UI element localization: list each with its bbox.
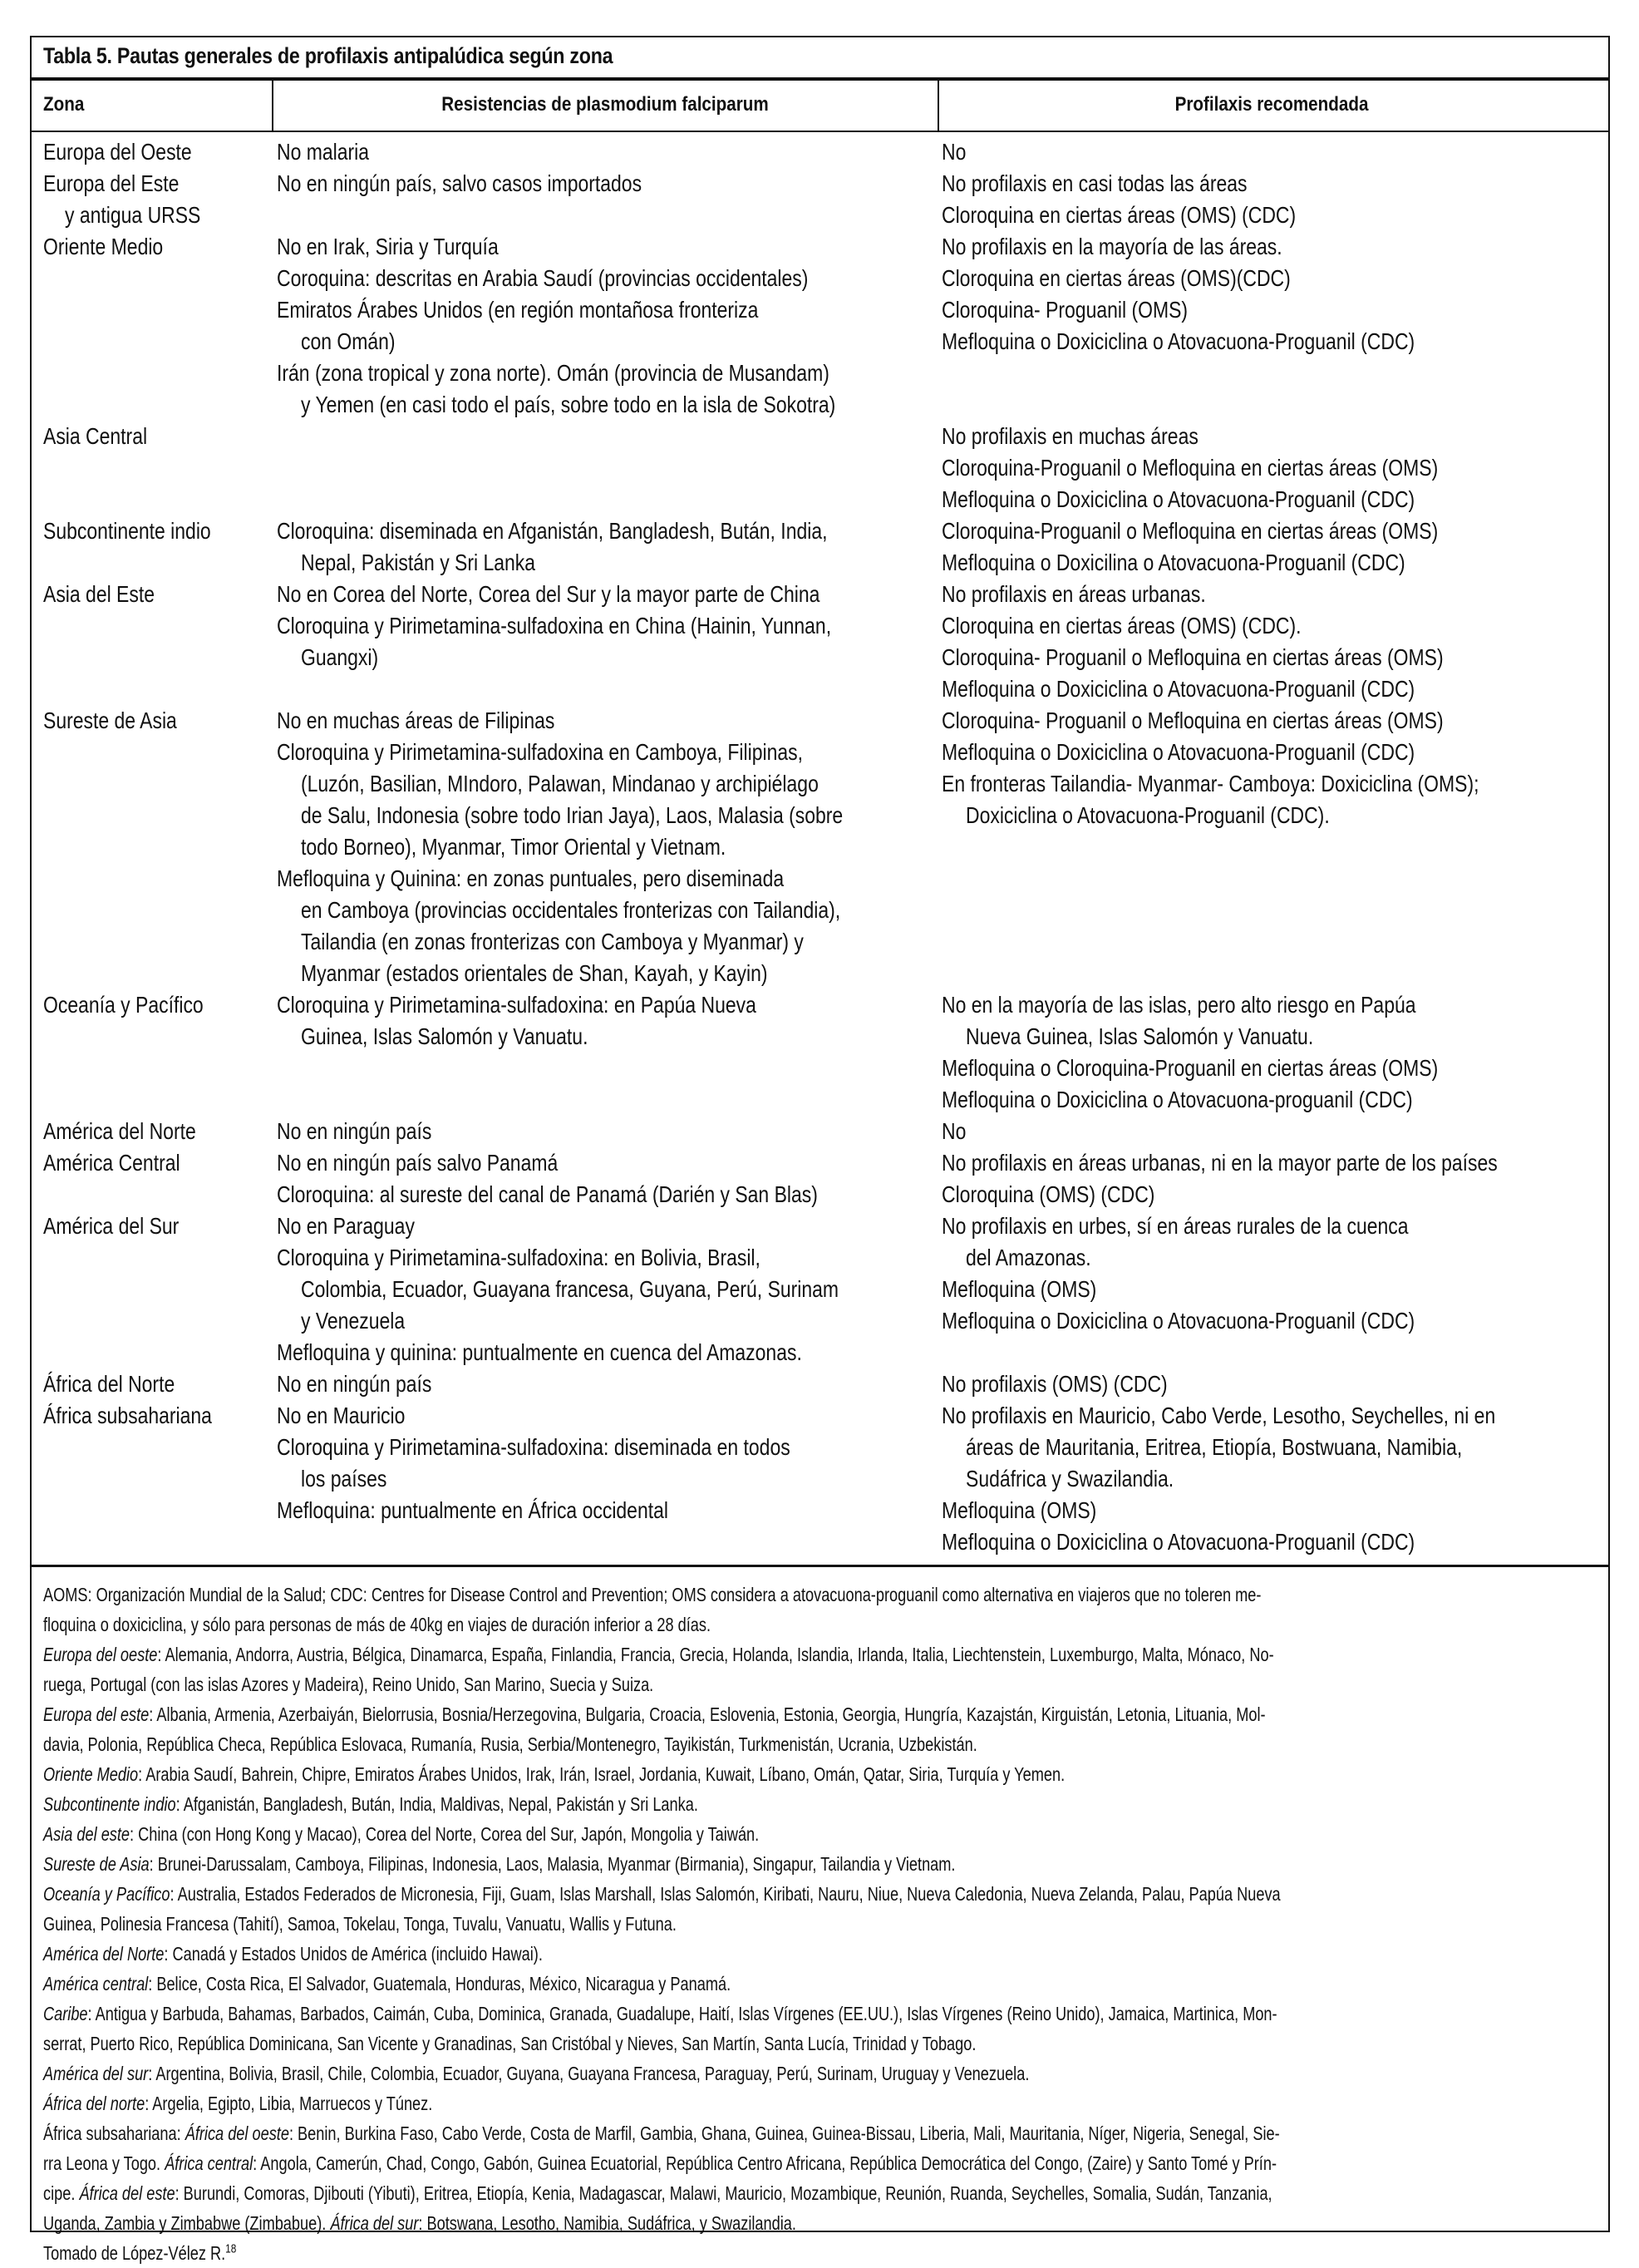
resistencias-cell: los países: [301, 1466, 387, 1491]
column-divider-2: [938, 81, 939, 131]
footnote-text: floquina o doxiciclina, y sólo para personas de más de 40kg en viajes de duración inferior a 28 días.: [43, 1614, 711, 1635]
footnote-text: AOMS: Organización Mundial de la Salud; CDC: Centres for Disease Control and Prevention; OMS considera a atovacuona-proguanil como alternativa en viajeros que no toleren me-: [43, 1584, 1262, 1605]
profilaxis-cell: No profilaxis (OMS) (CDC): [942, 1371, 1168, 1397]
footnote-text: Guinea, Polinesia Francesa (Tahití), Samoa, Tokelau, Tonga, Tuvalu, Vanuatu, Wallis y Futuna.: [43, 1913, 677, 1935]
resistencias-cell: No en Corea del Norte, Corea del Sur y la mayor parte de China: [277, 581, 820, 607]
footnote-line: [43, 1580, 1271, 1610]
resistencias-cell: Cloroquina y Pirimetamina-sulfadoxina en Camboya, Filipinas,: [277, 739, 803, 765]
reference-number: 18: [225, 2241, 237, 2256]
profilaxis-cell: Mefloquina o Cloroquina-Proguanil en ciertas áreas (OMS): [942, 1055, 1439, 1081]
region-name: Subcontinente indio: [43, 1793, 176, 1815]
title-rule: [32, 77, 1608, 81]
resistencias-cell: No en muchas áreas de Filipinas: [277, 708, 555, 733]
footnote-line: [43, 1819, 1271, 1849]
zona-cell: Oceanía y Pacífico: [43, 992, 204, 1018]
region-name: Oriente Medio: [43, 1763, 139, 1785]
profilaxis-cell: Mefloquina o Doxiciclina o Atovacuona-Proguanil (CDC): [942, 676, 1415, 702]
profilaxis-cell: áreas de Mauritania, Eritrea, Etiopía, Bostwuana, Namibia,: [966, 1434, 1463, 1460]
region-name: América del sur: [43, 2063, 149, 2084]
resistencias-cell: en Camboya (provincias occidentales fronterizas con Tailandia),: [301, 897, 841, 923]
resistencias-cell: No en Irak, Siria y Turquía: [277, 234, 499, 259]
footnote-line: [43, 2208, 1271, 2238]
footnote-text: serrat, Puerto Rico, República Dominicana, San Vicente y Granadinas, San Cristóbal y Nieves, San Martín, Santa Lucía, Trinidad y Tobago.: [43, 2033, 977, 2054]
zona-cell: África del Norte: [43, 1371, 175, 1397]
footnote-line: [43, 2088, 1271, 2118]
column-divider-1: [272, 81, 273, 131]
zona-cell: Europa del Oeste: [43, 139, 192, 165]
profilaxis-cell: En fronteras Tailandia- Myanmar- Camboya: Doxiciclina (OMS);: [942, 771, 1479, 796]
footnote-line: [43, 1879, 1281, 1909]
profilaxis-cell: Mefloquina o Doxiciclina o Atovacuona-proguanil (CDC): [942, 1087, 1413, 1112]
footnote-line: [43, 1669, 1271, 1699]
footnote-line: [43, 1699, 1271, 1729]
header-resistencias: Resistencias de plasmodium falciparum: [441, 93, 769, 116]
footnote-text: África subsahariana:: [43, 2123, 185, 2144]
footnote-line: [43, 2238, 1271, 2268]
footnote-line: [43, 2118, 1280, 2148]
resistencias-cell: Mefloquina: puntualmente en África occidental: [277, 1497, 668, 1523]
resistencias-cell: No en ningún país: [277, 1371, 432, 1397]
region-name: América del Norte: [43, 1943, 165, 1965]
resistencias-cell: Emiratos Árabes Unidos (en región montañosa fronteriza: [277, 297, 759, 323]
resistencias-cell: Cloroquina y Pirimetamina-sulfadoxina en China (Hainin, Yunnan,: [277, 613, 832, 638]
footnote-text: : Benin, Burkina Faso, Cabo Verde, Costa de Marfil, Gambia, Ghana, Guinea, Guinea-Bissau, Liberia, Mali, Mauritania, Níger, Nigeria, Senegal, Sie-: [288, 2123, 1280, 2144]
region-name: Oceanía y Pacífico: [43, 1883, 170, 1905]
footnote-text: : Afganistán, Bangladesh, Bután, India, Maldivas, Nepal, Pakistán y Sri Lanka.: [175, 1793, 698, 1815]
profilaxis-cell: No: [942, 139, 967, 165]
resistencias-cell: No malaria: [277, 139, 370, 165]
header-profilaxis: Profilaxis recomendada: [1174, 93, 1369, 116]
region-name: África del este: [79, 2182, 175, 2204]
footnote-text: davia, Polonia, República Checa, República Eslovaca, Rumanía, Rusia, Serbia/Montenegro, Tayikistán, Turkmenistán, Ucrania, Uzbekistán.: [43, 1733, 977, 1755]
region-name: Sureste de Asia: [43, 1853, 150, 1875]
resistencias-cell: Cloroquina y Pirimetamina-sulfadoxina: diseminada en todos: [277, 1434, 790, 1460]
footnote-line: [43, 2058, 1271, 2088]
zona-cell: Oriente Medio: [43, 234, 164, 259]
profilaxis-cell: No profilaxis en áreas urbanas.: [942, 581, 1206, 607]
footnote-line: [43, 1909, 1271, 1939]
profilaxis-cell: No en la mayoría de las islas, pero alto riesgo en Papúa: [942, 992, 1416, 1018]
footnote-text: : Burundi, Comoras, Djibouti (Yibuti), Eritrea, Etiopía, Kenia, Madagascar, Malawi, Mauricio, Mozambique, Reunión, Ruanda, Seychelles, Somalia, Sudán, Tanzania,: [175, 2182, 1272, 2204]
resistencias-cell: Cloroquina: al sureste del canal de Panamá (Darién y San Blas): [277, 1181, 818, 1207]
profilaxis-cell: No profilaxis en la mayoría de las áreas.: [942, 234, 1282, 259]
resistencias-cell: y Yemen (en casi todo el país, sobre todo en la isla de Sokotra): [301, 392, 836, 417]
profilaxis-cell: No: [942, 1118, 967, 1144]
profilaxis-cell: Mefloquina o Doxiciclina o Atovacuona-Proguanil (CDC): [942, 1529, 1415, 1555]
resistencias-cell: Cloroquina y Pirimetamina-sulfadoxina: en Papúa Nueva: [277, 992, 756, 1018]
profilaxis-cell: Sudáfrica y Swazilandia.: [966, 1466, 1174, 1491]
header-zona: Zona: [43, 93, 85, 116]
header-rule: [32, 131, 1608, 132]
profilaxis-cell: No profilaxis en áreas urbanas, ni en la mayor parte de los países: [942, 1150, 1498, 1176]
footnote-line: [43, 2178, 1271, 2208]
footnote-text: : Belice, Costa Rica, El Salvador, Guatemala, Honduras, México, Nicaragua y Panamá.: [148, 1973, 731, 1994]
region-name: Europa del oeste: [43, 1644, 158, 1665]
profilaxis-cell: Cloroquina-Proguanil o Mefloquina en ciertas áreas (OMS): [942, 455, 1439, 481]
region-name: África del norte: [43, 2093, 145, 2114]
footnote-text: : Botswana, Lesotho, Namibia, Sudáfrica, y Swazilandia.: [418, 2212, 796, 2234]
zona-cell: América Central: [43, 1150, 180, 1176]
resistencias-cell: con Omán): [301, 328, 396, 354]
resistencias-cell: Mefloquina y quinina: puntualmente en cuenca del Amazonas.: [277, 1339, 802, 1365]
region-name: Caribe: [43, 2003, 88, 2024]
profilaxis-cell: Cloroquina en ciertas áreas (OMS) (CDC).: [942, 613, 1302, 638]
zona-cell: Europa del Este: [43, 170, 180, 196]
resistencias-cell: No en ningún país: [277, 1118, 432, 1144]
region-name: Europa del este: [43, 1703, 150, 1725]
resistencias-cell: Cloroquina y Pirimetamina-sulfadoxina: en Bolivia, Brasil,: [277, 1245, 760, 1270]
profilaxis-cell: Cloroquina en ciertas áreas (OMS) (CDC): [942, 202, 1297, 228]
profilaxis-cell: Cloroquina- Proguanil o Mefloquina en ciertas áreas (OMS): [942, 708, 1444, 733]
table-footnotes: [43, 1580, 1597, 2268]
profilaxis-cell: No profilaxis en urbes, sí en áreas rurales de la cuenca: [942, 1213, 1409, 1239]
region-name: África del oeste: [185, 2123, 289, 2144]
resistencias-cell: Guinea, Islas Salomón y Vanuatu.: [301, 1023, 588, 1049]
zona-cell: África subsahariana: [43, 1403, 212, 1428]
region-name: África central: [165, 2152, 253, 2174]
resistencias-cell: Coroquina: descritas en Arabia Saudí (provincias occidentales): [277, 265, 809, 291]
footnote-text: rra Leona y Togo.: [43, 2152, 165, 2174]
footnote-line: [43, 1969, 1271, 1999]
zona-cell: Asia del Este: [43, 581, 155, 607]
footnote-text: : Albania, Armenia, Azerbaiyán, Bielorrusia, Bosnia/Herzegovina, Bulgaria, Croacia, Eslovenia, Estonia, Georgia, Hungría, Kazajstán, Kirguistán, Letonia, Lituania, Mol-: [149, 1703, 1266, 1725]
resistencias-cell: No en Mauricio: [277, 1403, 406, 1428]
profilaxis-cell: Cloroquina en ciertas áreas (OMS)(CDC): [942, 265, 1291, 291]
profilaxis-cell: Cloroquina- Proguanil (OMS): [942, 297, 1189, 323]
region-name: América central: [43, 1973, 149, 1994]
resistencias-cell: de Salu, Indonesia (sobre todo Irian Jaya), Laos, Malasia (sobre: [301, 802, 844, 828]
resistencias-cell: y Venezuela: [301, 1308, 406, 1334]
profilaxis-cell: Cloroquina (OMS) (CDC): [942, 1181, 1155, 1207]
table-title: Tabla 5. Pautas generales de profilaxis antipalúdica según zona: [43, 43, 613, 68]
footnote-line: [43, 1729, 1271, 1759]
footnote-text: : Alemania, Andorra, Austria, Bélgica, Dinamarca, España, Finlandia, Francia, Grecia, Holanda, Islandia, Irlanda, Italia, Liechtenstein, Luxemburgo, Malta, Mónaco, No-: [157, 1644, 1274, 1665]
footnote-line: [43, 2029, 1271, 2058]
footnote-text: ruega, Portugal (con las islas Azores y Madeira), Reino Unido, San Marino, Suecia y Suiza.: [43, 1674, 654, 1695]
zona-cell: y antigua URSS: [65, 202, 201, 228]
footnote-text: : Argentina, Bolivia, Brasil, Chile, Colombia, Ecuador, Guyana, Guayana Francesa, Paraguay, Perú, Surinam, Uruguay y Venezuela.: [148, 2063, 1030, 2084]
resistencias-cell: No en ningún país salvo Panamá: [277, 1150, 559, 1176]
footnote-line: [43, 2148, 1277, 2178]
profilaxis-cell: Mefloquina (OMS): [942, 1497, 1097, 1523]
profilaxis-cell: Mefloquina o Doxiciclina o Atovacuona-Proguanil (CDC): [942, 486, 1415, 512]
footnote-text: Tomado de López-Vélez R.: [43, 2242, 226, 2264]
profilaxis-cell: No profilaxis en casi todas las áreas: [942, 170, 1248, 196]
footnote-line: [43, 1789, 1271, 1819]
resistencias-cell: (Luzón, Basilian, MIndoro, Palawan, Mindanao y archipiélago: [301, 771, 819, 796]
footnote-text: Uganda, Zambia y Zimbabwe (Zimbabue).: [43, 2212, 331, 2234]
resistencias-cell: Nepal, Pakistán y Sri Lanka: [301, 550, 536, 575]
profilaxis-cell: No profilaxis en muchas áreas: [942, 423, 1198, 449]
footnote-text: : Argelia, Egipto, Libia, Marruecos y Túnez.: [145, 2093, 433, 2114]
profilaxis-cell: del Amazonas.: [966, 1245, 1091, 1270]
profilaxis-cell: Cloroquina-Proguanil o Mefloquina en ciertas áreas (OMS): [942, 518, 1439, 544]
resistencias-cell: Irán (zona tropical y zona norte). Omán (provincia de Musandam): [277, 360, 829, 386]
zona-cell: Subcontinente indio: [43, 518, 211, 544]
zona-cell: América del Sur: [43, 1213, 180, 1239]
resistencias-cell: No en ningún país, salvo casos importados: [277, 170, 642, 196]
footnote-text: : China (con Hong Kong y Macao), Corea del Norte, Corea del Sur, Japón, Mongolia y Taiwán.: [130, 1823, 760, 1845]
region-name: África del sur: [330, 2212, 419, 2234]
profilaxis-cell: Mefloquina o Doxiciclina o Atovacuona-Proguanil (CDC): [942, 1308, 1415, 1334]
zona-cell: Asia Central: [43, 423, 148, 449]
footnote-line: [43, 1610, 1271, 1639]
profilaxis-cell: Cloroquina- Proguanil o Mefloquina en ciertas áreas (OMS): [942, 644, 1444, 670]
profilaxis-cell: Mefloquina (OMS): [942, 1276, 1097, 1302]
footnote-text: : Arabia Saudí, Bahrein, Chipre, Emiratos Árabes Unidos, Irak, Irán, Israel, Jordania, Kuwait, Líbano, Omán, Qatar, Siria, Turquía y Yemen.: [138, 1763, 1066, 1785]
profilaxis-cell: Mefloquina o Doxiciclina o Atovacuona-Proguanil (CDC): [942, 328, 1415, 354]
profilaxis-cell: Doxiciclina o Atovacuona-Proguanil (CDC).: [966, 802, 1330, 828]
footnote-text: : Antigua y Barbuda, Bahamas, Barbados, Caimán, Cuba, Dominica, Granada, Guadalupe, Haití, Islas Vírgenes (EE.UU.), Islas Vírgenes (Reino Unido), Jamaica, Martinica, Mon-: [87, 2003, 1277, 2024]
profilaxis-cell: Mefloquina o Doxiciclina o Atovacuona-Proguanil (CDC): [942, 739, 1415, 765]
resistencias-cell: Colombia, Ecuador, Guayana francesa, Guyana, Perú, Surinam: [301, 1276, 839, 1302]
notes-rule: [32, 1565, 1608, 1567]
profilaxis-cell: Nueva Guinea, Islas Salomón y Vanuatu.: [966, 1023, 1314, 1049]
footnote-line: [43, 1639, 1274, 1669]
footnote-text: : Brunei-Darussalam, Camboya, Filipinas, Indonesia, Laos, Malasia, Myanmar (Birmania), Singapur, Tailandia y Vietnam.: [149, 1853, 956, 1875]
resistencias-cell: Mefloquina y Quinina: en zonas puntuales, pero diseminada: [277, 865, 785, 891]
zona-cell: América del Norte: [43, 1118, 196, 1144]
footnote-line: [43, 1999, 1277, 2029]
footnote-text: : Australia, Estados Federados de Micronesia, Fiji, Guam, Islas Marshall, Islas Salomón, Kiribati, Nauru, Niue, Nueva Caledonia, Nueva Zelanda, Palau, Papúa Nueva: [170, 1883, 1281, 1905]
resistencias-cell: Guangxi): [301, 644, 379, 670]
footnote-text: : Canadá y Estados Unidos de América (incluido Hawai).: [164, 1943, 543, 1965]
resistencias-cell: todo Borneo), Myanmar, Timor Oriental y Vietnam.: [301, 834, 726, 860]
resistencias-cell: Myanmar (estados orientales de Shan, Kayah, y Kayin): [301, 960, 768, 986]
footnote-text: : Angola, Camerún, Chad, Congo, Gabón, Guinea Ecuatorial, República Centro Africana, República Democrática del Congo, (Zaire) y Santo Tomé y Prín-: [253, 2152, 1277, 2174]
footnote-line: [43, 1939, 1271, 1969]
resistencias-cell: Tailandia (en zonas fronterizas con Camboya y Myanmar) y: [301, 929, 804, 954]
zona-cell: Sureste de Asia: [43, 708, 177, 733]
profilaxis-cell: No profilaxis en Mauricio, Cabo Verde, Lesotho, Seychelles, ni en: [942, 1403, 1496, 1428]
profilaxis-cell: Mefloquina o Doxicilina o Atovacuona-Proguanil (CDC): [942, 550, 1405, 575]
resistencias-cell: Cloroquina: diseminada en Afganistán, Bangladesh, Bután, India,: [277, 518, 828, 544]
region-name: Asia del este: [43, 1823, 130, 1845]
resistencias-cell: No en Paraguay: [277, 1213, 415, 1239]
footnote-line: [43, 1849, 1271, 1879]
footnote-text: cipe.: [43, 2182, 80, 2204]
footnote-line: [43, 1759, 1271, 1789]
